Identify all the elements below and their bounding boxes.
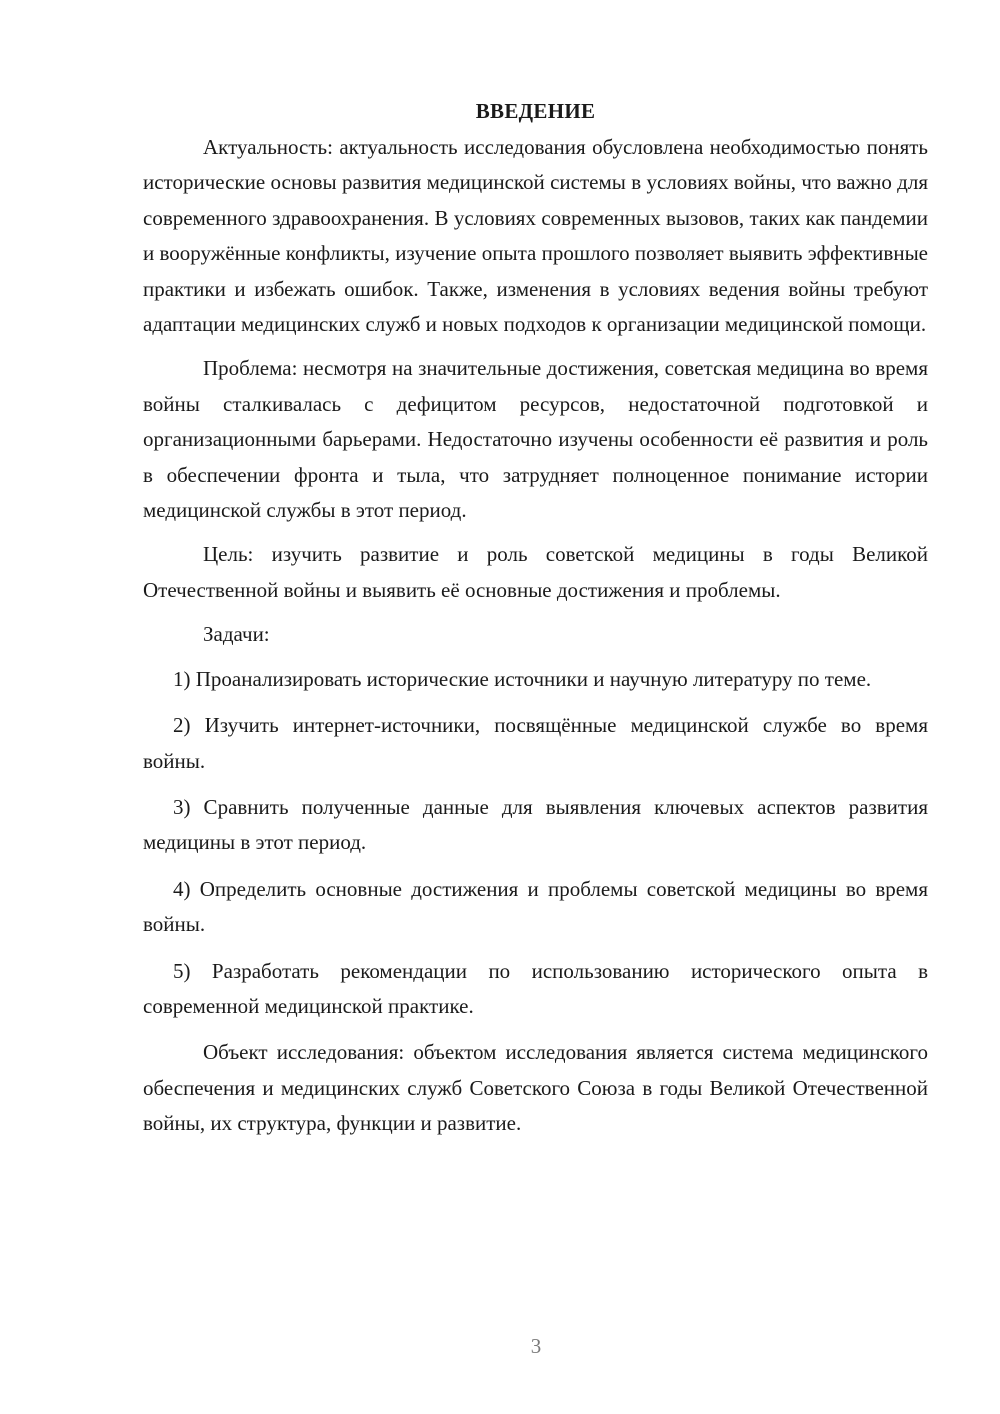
relevance-paragraph: Актуальность: актуальность исследования обусловлена необходимостью понять исторические основы развития медицинской системы в условиях войны, что важно для современного здравоохранения. В условиях современных вызовов, таких как пандемии и вооружённые конфликты, изучение опыта прошлого позволяет выявить эффективные практики и избежать ошибок. Также, изменения в условиях ведения войны требуют адаптации медицинских служб и новых подходов к организации медицинской помощи. [143,135,928,337]
task-item: 4) Определить основные достижения и проблемы советской медицины во время войны. [143,876,928,937]
task-item: 3) Сравнить полученные данные для выявления ключевых аспектов развития медицины в этот период. [143,794,928,855]
document-body [143,94,928,1142]
object-paragraph: Объект исследования: объектом исследования является система медицинского обеспечения и медицинских служб Советского Союза в годы Великой Отечественной войны, их структура, функции и развитие. [143,1040,928,1136]
task-item: 1) Проанализировать исторические источники и научную литературу по теме. [173,666,872,691]
task-item: 5) Разработать рекомендации по использованию исторического опыта в современной медицинской практике. [143,958,928,1018]
task-item: 2) Изучить интернет-источники, посвящённые медицинской службе во время войны. [143,713,928,773]
problem-paragraph: Проблема: несмотря на значительные достижения, советская медицина во время войны сталкивалась с дефицитом ресурсов, недостаточной подготовкой и организационными барьерами. Недостаточно изучены особенности её развития и роль в обеспечении фронта и тыла, что затрудняет полноценное понимание истории медицинской службы в этот период. [143,356,928,523]
page-number: 3 [530,1334,542,1358]
goal-paragraph: Цель: изучить развитие и роль советской медицины в годы Великой Отечественной войны и выявить её основные достижения и проблемы. [143,542,928,602]
page-title: ВВЕДЕНИЕ [475,99,596,123]
tasks-heading: Задачи: [203,622,270,647]
